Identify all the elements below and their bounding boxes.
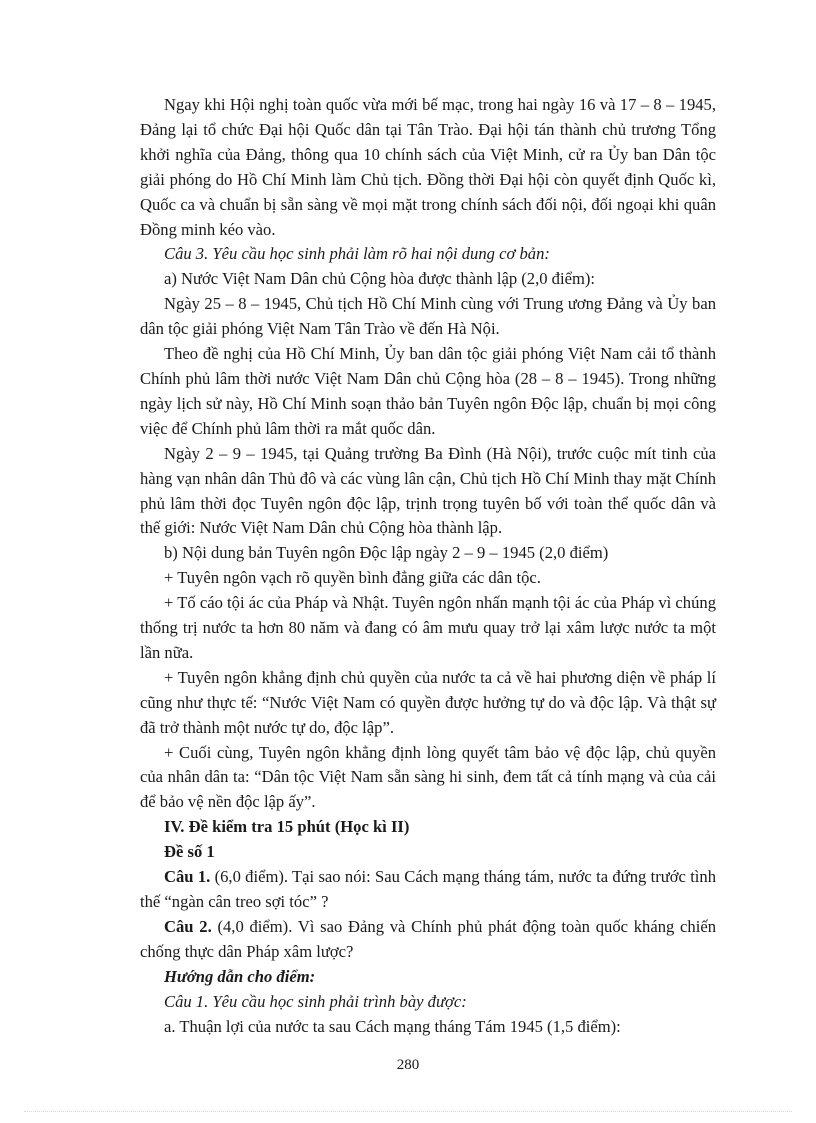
paragraph	[140, 666, 716, 741]
paragraph-text: Theo đề nghị của Hồ Chí Minh, Ủy ban dân tộc giải phóng Việt Nam cải tổ thành Chính phủ lâm thời nước Việt Nam Dân chủ Cộng hòa (28 – 8 – 1945). Trong những ngày lịch sử này, Hồ Chí Minh soạn thảo bản Tuyên ngôn Độc lập, chuẩn bị mọi công việc để Chính phủ lâm thời ra mắt quốc dân.	[140, 344, 716, 438]
question-label: Câu 2.	[164, 916, 212, 936]
footer-divider	[24, 1111, 792, 1112]
page-number: 280	[396, 1057, 420, 1073]
paragraph	[140, 93, 716, 242]
paragraph-text: Câu 1. Yêu cầu học sinh phải trình bày được:	[164, 991, 467, 1011]
paragraph	[140, 965, 716, 990]
paragraph-text: Hướng dẫn cho điểm:	[164, 966, 316, 986]
paragraph-text: (4,0 điểm). Vì sao Đảng và Chính phủ phát động toàn quốc kháng chiến chống thực dân Pháp xâm lược?	[140, 916, 716, 961]
paragraph-text: (6,0 điểm). Tại sao nói: Sau Cách mạng tháng tám, nước ta đứng trước tình thế “ngàn cân treo sợi tóc” ?	[140, 867, 717, 911]
paragraph-text: IV. Đề kiểm tra 15 phút (Học kì II)	[164, 817, 410, 837]
paragraph	[140, 915, 716, 965]
paragraph-text: Ngay khi Hội nghị toàn quốc vừa mới bế mạc, trong hai ngày 16 và 17 – 8 – 1945, Đảng lại tổ chức Đại hội Quốc dân tại Tân Trào. Đại hội tán thành chủ trương Tổng khởi nghĩa của Đảng, thông qua 10 chính sách của Việt Minh, cử ra Ủy ban Dân tộc giải phóng do Hồ Chí Minh làm Chủ tịch. Đồng thời Đại hội còn quyết định Quốc kì, Quốc ca và chuẩn bị sẵn sàng về mọi mặt trong chính sách đối nội, đối ngoại khi quân Đồng minh kéo vào.	[140, 95, 716, 239]
paragraph	[140, 865, 716, 915]
paragraph-text: + Tuyên ngôn khẳng định chủ quyền của nước ta cả về hai phương diện về pháp lí cũng như thực tế: “Nước Việt Nam có quyền được hưởng tự do và độc lập. Và thật sự đã trở thành một nước tự do, độc lập”.	[140, 667, 716, 737]
paragraph	[140, 342, 716, 442]
paragraph	[140, 442, 716, 542]
paragraph	[140, 840, 716, 865]
paragraph-text: Ngày 25 – 8 – 1945, Chủ tịch Hồ Chí Minh cùng với Trung ương Đảng và Ủy ban dân tộc giải phóng Việt Nam Tân Trào về đến Hà Nội.	[140, 294, 716, 339]
paragraph	[140, 990, 716, 1015]
paragraph-text: + Cuối cùng, Tuyên ngôn khẳng định lòng quyết tâm bảo vệ độc lập, chủ quyền của nhân dân ta: “Dân tộc Việt Nam sẵn sàng hi sinh, đem tất cả tính mạng và của cải để bảo vệ nền độc lập ấy”.	[140, 742, 716, 812]
paragraph	[140, 815, 716, 840]
paragraph-text: a) Nước Việt Nam Dân chủ Cộng hòa được thành lập (2,0 điểm):	[164, 269, 595, 289]
paragraph	[140, 566, 716, 591]
paragraph-text: + Tố cáo tội ác của Pháp và Nhật. Tuyên ngôn nhấn mạnh tội ác của Pháp vì chúng thống trị nước ta hơn 80 năm và đang có âm mưu quay trở lại xâm lược nước ta một lần nữa.	[140, 593, 716, 662]
paragraph-text: Đề số 1	[164, 842, 215, 862]
paragraph	[140, 242, 716, 267]
body-text	[140, 93, 716, 1039]
paragraph	[140, 591, 716, 666]
paragraph-text: a. Thuận lợi của nước ta sau Cách mạng tháng Tám 1945 (1,5 điểm):	[164, 1016, 621, 1036]
paragraph	[140, 267, 716, 292]
paragraph	[140, 1015, 716, 1040]
paragraph-text: Câu 3. Yêu cầu học sinh phải làm rõ hai nội dung cơ bản:	[164, 244, 550, 264]
paragraph-text: Ngày 2 – 9 – 1945, tại Quảng trường Ba Đình (Hà Nội), trước cuộc mít tinh của hàng vạn nhân dân Thủ đô và các vùng lân cận, Chủ tịch Hồ Chí Minh thay mặt Chính phủ lâm thời đọc Tuyên ngôn độc lập, trịnh trọng tuyên bố với toàn thể quốc dân và thế giới: Nước Việt Nam Dân chủ Cộng hòa thành lập.	[140, 443, 716, 538]
question-label: Câu 1.	[164, 867, 211, 887]
paragraph-text: b) Nội dung bản Tuyên ngôn Độc lập ngày 2 – 9 – 1945 (2,0 điểm)	[164, 543, 609, 563]
paragraph	[140, 292, 716, 342]
paragraph	[140, 541, 716, 566]
paragraph-text: + Tuyên ngôn vạch rõ quyền bình đẳng giữa các dân tộc.	[164, 568, 541, 588]
paragraph	[140, 741, 716, 816]
